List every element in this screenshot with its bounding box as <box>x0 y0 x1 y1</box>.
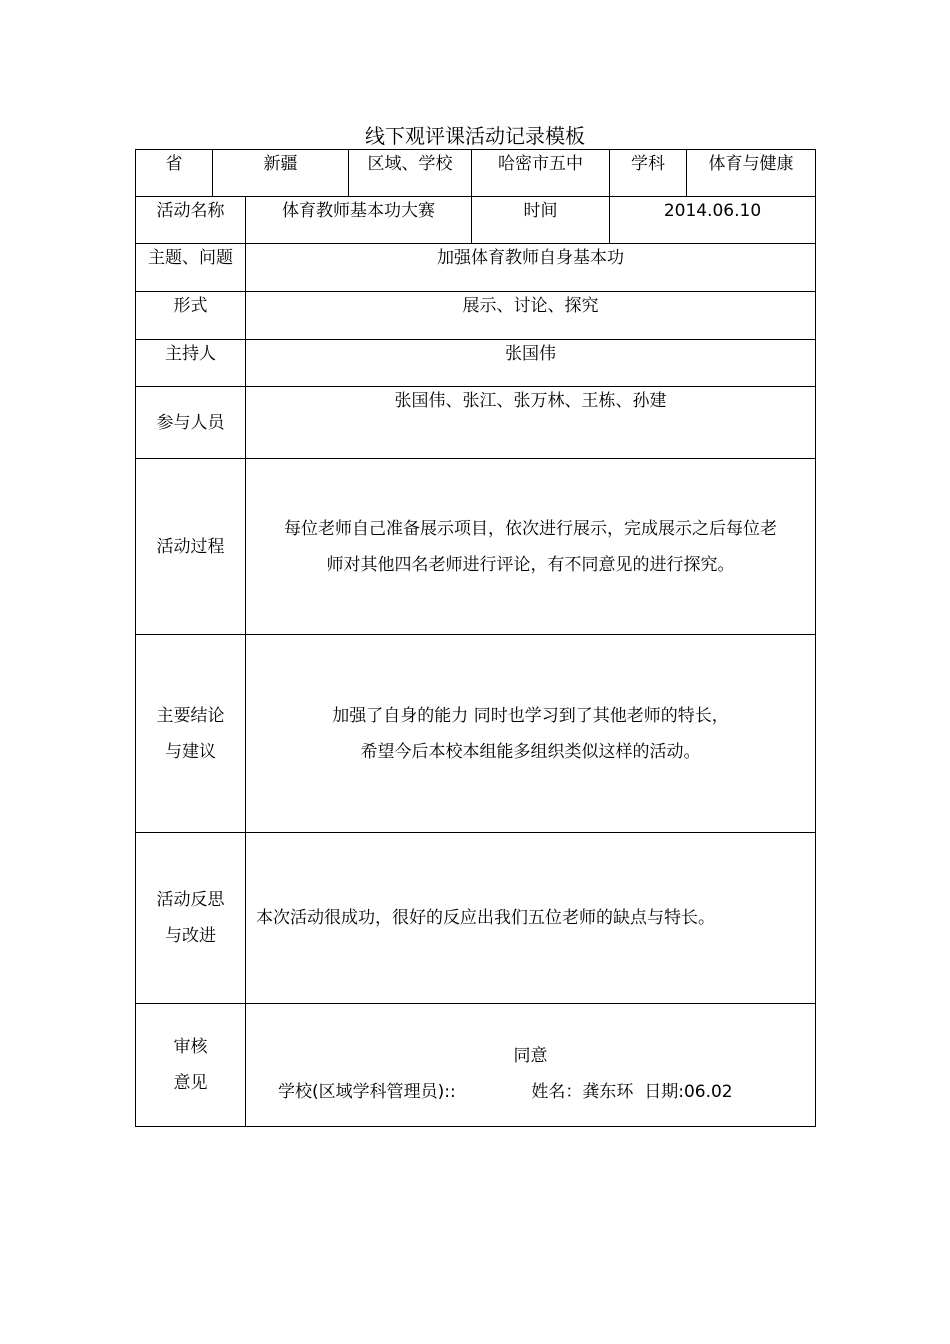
row-province <box>136 150 816 197</box>
conclusion-label <box>136 635 246 833</box>
participants-label: 参与人员 <box>136 387 246 459</box>
row-process <box>136 459 816 635</box>
province-value: 新疆 <box>213 150 349 197</box>
school-value: 哈密市五中 <box>472 150 610 197</box>
row-activity <box>136 197 816 244</box>
host-value: 张国伟 <box>246 340 816 387</box>
document-title: 线下观评课活动记录模板 <box>365 124 585 148</box>
row-participants <box>136 387 816 459</box>
row-host <box>136 340 816 387</box>
reflection-label-line-2: 与改进 <box>165 926 216 946</box>
participants-value: 张国伟、张江、张万林、王栋、孙建 <box>246 387 816 459</box>
host-label: 主持人 <box>136 340 246 387</box>
row-review <box>136 1004 816 1127</box>
process-line-1: 每位老师自己准备展示项目，依次进行展示，完成展示之后每位老 <box>284 518 777 539</box>
reflection-label-line-1: 活动反思 <box>156 890 225 910</box>
activity-value: 体育教师基本功大赛 <box>246 197 472 244</box>
province-label: 省 <box>136 150 213 197</box>
form-value: 展示、讨论、探究 <box>246 292 816 340</box>
conclusion-content <box>246 635 816 833</box>
school-label: 区域、学校 <box>349 150 472 197</box>
review-school-admin: 学校(区域学科管理员):: <box>278 1082 456 1102</box>
review-label <box>136 1004 246 1127</box>
conclusion-line-2: 希望今后本校本组能多组织类似这样的活动。 <box>360 741 701 762</box>
process-label: 活动过程 <box>136 459 246 635</box>
row-form <box>136 292 816 340</box>
reflection-label <box>136 833 246 1004</box>
subject-value: 体育与健康 <box>687 150 816 197</box>
review-agree: 同意 <box>513 1046 548 1066</box>
theme-label: 主题、问题 <box>136 244 246 292</box>
time-value: 2014.06.10 <box>610 197 816 244</box>
time-label: 时间 <box>472 197 610 244</box>
activity-label: 活动名称 <box>136 197 246 244</box>
row-reflection <box>136 833 816 1004</box>
conclusion-label-line-2: 与建议 <box>165 741 216 762</box>
review-label-line-2: 意见 <box>173 1073 208 1093</box>
review-signature-line <box>278 1080 815 1104</box>
row-theme <box>136 244 816 292</box>
process-line-2: 师对其他四名老师进行评论，有不同意见的进行探究。 <box>326 554 735 575</box>
review-content <box>246 1004 816 1127</box>
reflection-value: 本次活动很成功，很好的反应出我们五位老师的缺点与特长。 <box>246 833 816 1004</box>
review-date-value: 06.02 <box>683 1082 733 1102</box>
record-table <box>135 149 816 1127</box>
review-date-label: 日期: <box>644 1082 684 1102</box>
row-conclusion <box>136 635 816 833</box>
review-name-label: 姓名： <box>531 1082 583 1102</box>
theme-value: 加强体育教师自身基本功 <box>246 244 816 292</box>
subject-label: 学科 <box>610 150 687 197</box>
process-content <box>246 459 816 635</box>
review-name-value: 龚东环 <box>582 1082 634 1102</box>
conclusion-label-line-1: 主要结论 <box>156 705 225 726</box>
form-label: 形式 <box>136 292 246 340</box>
conclusion-line-1: 加强了自身的能力 同时也学习到了其他老师的特长， <box>332 705 729 726</box>
review-label-line-1: 审核 <box>173 1037 208 1057</box>
